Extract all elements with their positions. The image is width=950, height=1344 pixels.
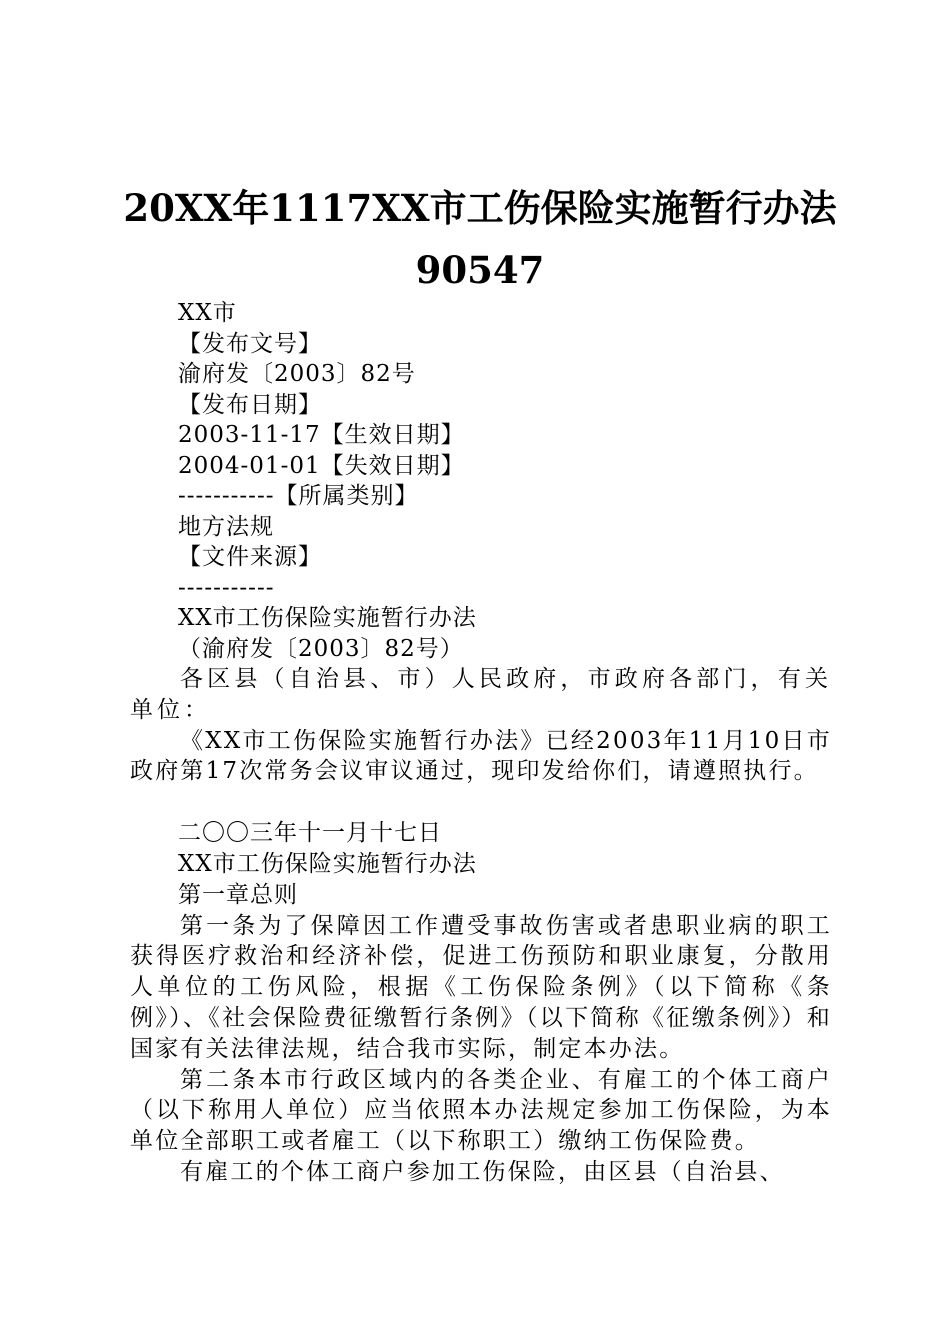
chapter-heading: 第一章总则 [178,881,298,908]
notice-paragraph: 《XX市工伤保险实施暂行办法》已经2003年11月10日市政府第17次常务会议审议通过，现印发给你们，请遵照执行。 [130,727,832,785]
meta-source-label: 【文件来源】 [178,544,322,570]
document-body [130,664,832,1188]
meta-effective-date: 2004-01-01【失效日期】 [178,452,465,479]
meta-city: XX市 [178,300,237,326]
meta-source: ----------- [178,574,275,601]
meta-expiry-date: -----------【所属类别】 [178,483,419,509]
document-title-number: 90547 [415,248,545,292]
meta-publish-date: 2003-11-17【生效日期】 [178,422,465,448]
issue-date: 二〇〇三年十一月十七日 [178,820,442,847]
article-2-continued: 有雇工的个体工商户参加工伤保险，由区县（自治县、 [180,1158,785,1185]
document-title: 20XX年1117XX市工伤保险实施暂行办法 [123,186,837,230]
regulation-title: XX市工伤保险实施暂行办法 [178,850,477,877]
meta-category: 地方法规 [178,513,274,540]
paragraph-gap [130,787,832,818]
article-2: 第二条本市行政区域内的各类企业、有雇工的个体工商户（以下称用人单位）应当依照本办法规定参加工伤保险，为本单位全部职工或者雇工（以下称职工）缴纳工伤保险费。 [130,1066,832,1155]
meta-doc-title: XX市工伤保险实施暂行办法 [178,605,477,631]
article-1: 第一条为了保障因工作遭受事故伤害或者患职业病的职工获得医疗救治和经济补偿，促进工伤预防和职业康复，分散用人单位的工伤风险，根据《工伤保险条例》（以下简称《条例》）、《社会保险费征缴暂行条例》（以下简称《征缴条例》）和国家有关法律法规，结合我市实际，制定本办法。 [130,912,832,1062]
document-metadata [178,298,838,664]
meta-doc-number-paren: （渝府发〔2003〕82号） [178,635,464,662]
meta-publish-date-label: 【发布日期】 [178,391,322,418]
addressee-paragraph: 各区县（自治县、市）人民政府，市政府各部门，有关单位： [130,666,832,723]
meta-doc-number: 渝府发〔2003〕82号 [178,361,416,387]
meta-doc-number-label: 【发布文号】 [178,330,322,357]
